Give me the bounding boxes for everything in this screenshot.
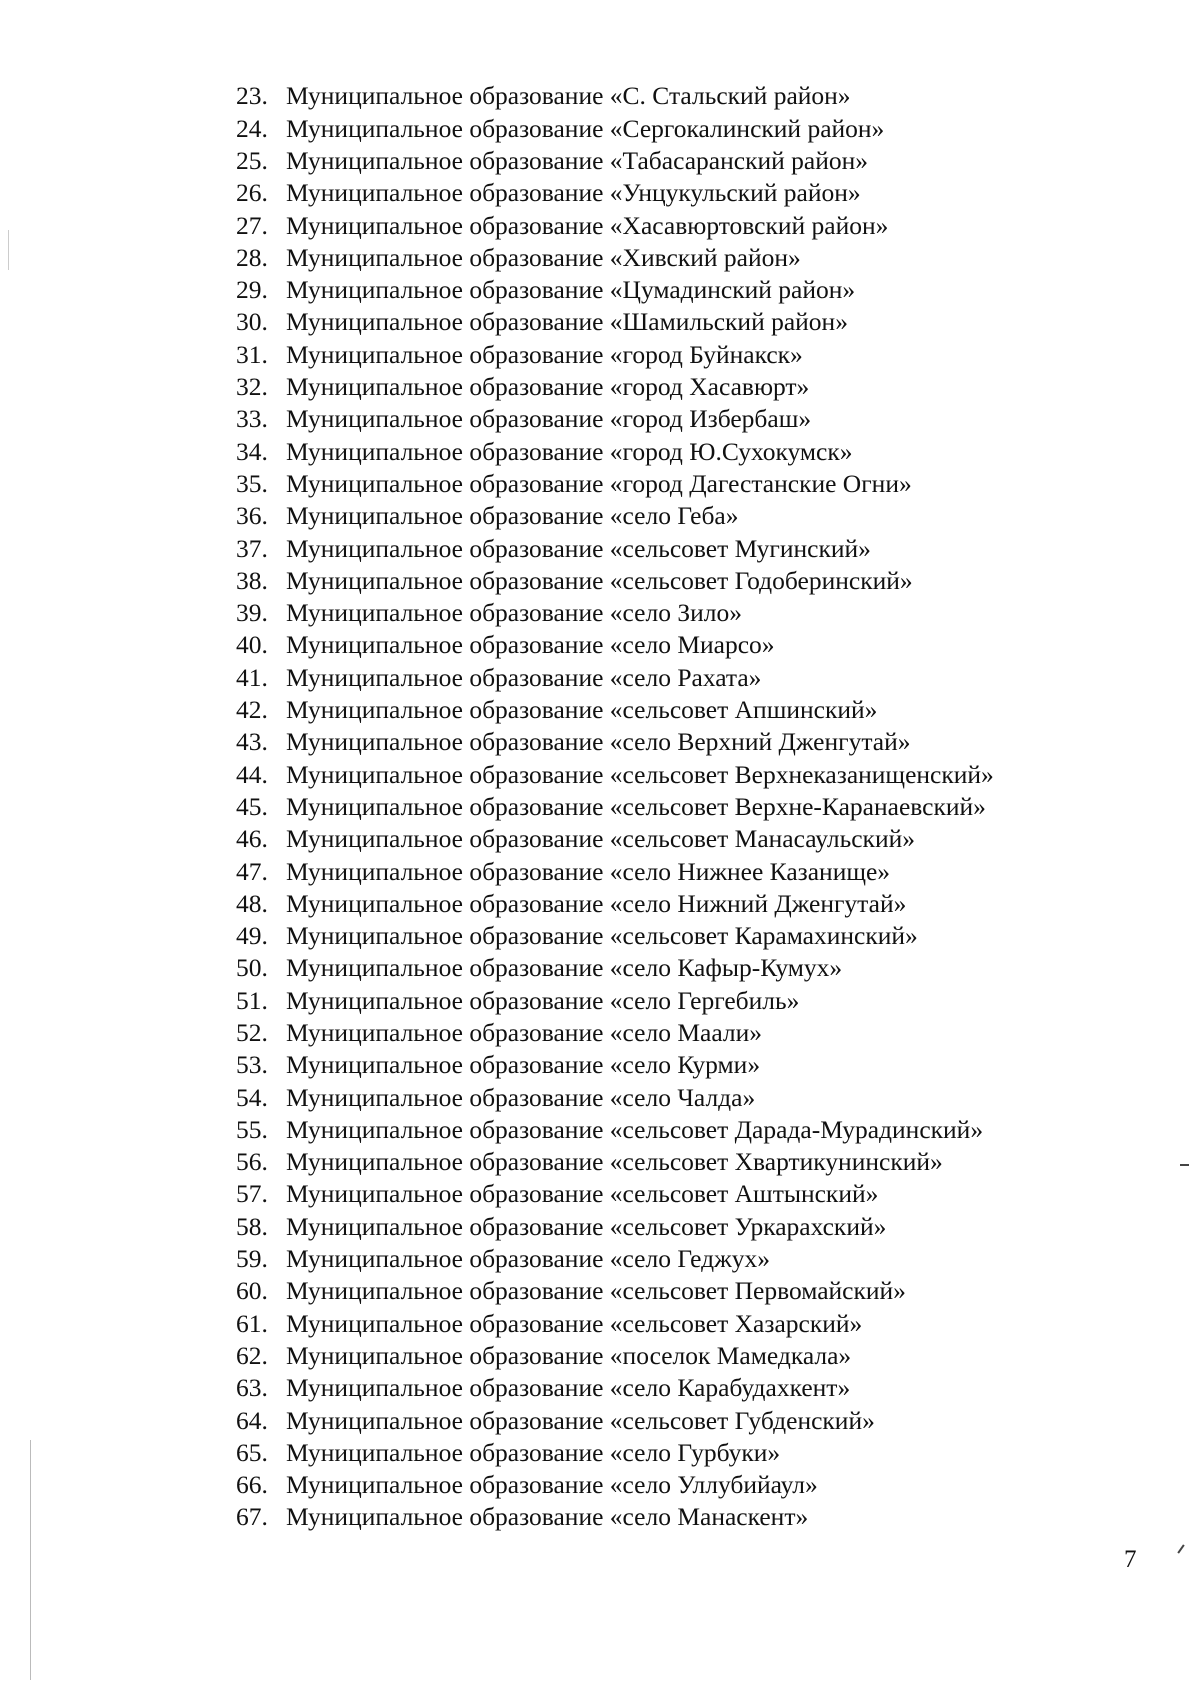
list-item-number: 62. bbox=[236, 1340, 268, 1370]
scan-margin-line bbox=[8, 230, 9, 270]
list-item-text: Муниципальное образование «село Геба» bbox=[286, 501, 739, 531]
list-item-text: Муниципальное образование «Цумадинский район» bbox=[286, 275, 856, 305]
list-item-text: Муниципальное образование «село Нижнее Казанище» bbox=[286, 856, 891, 886]
list-item-text: Муниципальное образование «сельсовет Уркарахский» bbox=[286, 1211, 887, 1241]
list-item bbox=[236, 241, 994, 273]
list-item bbox=[236, 1275, 994, 1307]
list-item-text: Муниципальное образование «Унцукульский район» bbox=[286, 178, 861, 208]
list-item-number: 52. bbox=[236, 1018, 268, 1047]
list-item-text: Муниципальное образование «сельсовет Губденский» bbox=[286, 1405, 875, 1435]
list-item-number: 24. bbox=[236, 113, 268, 143]
list-item bbox=[236, 984, 994, 1016]
scan-margin-line bbox=[30, 1440, 31, 1680]
list-item-text: Муниципальное образование «сельсовет Манасаульский» bbox=[286, 824, 915, 854]
list-item-number: 44. bbox=[236, 759, 268, 789]
list-item-text: Муниципальное образование «село Кафыр-Кумух» bbox=[286, 953, 843, 983]
list-item-number: 49. bbox=[236, 921, 268, 951]
list-item bbox=[236, 661, 994, 693]
list-item bbox=[236, 1178, 994, 1210]
list-item bbox=[236, 1243, 994, 1275]
list-item-text: Муниципальное образование «село Гурбуки» bbox=[286, 1437, 781, 1467]
list-item bbox=[236, 274, 994, 306]
list-item-number: 40. bbox=[236, 630, 268, 660]
list-item-number: 32. bbox=[236, 372, 268, 402]
list-item bbox=[236, 564, 994, 596]
list-item-number: 63. bbox=[236, 1373, 268, 1403]
list-item bbox=[236, 887, 994, 919]
list-item-text: Муниципальное образование «сельсовет Хвартикунинский» bbox=[286, 1147, 943, 1177]
list-item bbox=[236, 532, 994, 564]
list-item-number: 55. bbox=[236, 1114, 268, 1144]
list-item-text: Муниципальное образование «сельсовет Верхнеказанищенский» bbox=[286, 759, 994, 789]
list-item-text: Муниципальное образование «село Гергебиль» bbox=[286, 985, 800, 1015]
list-item-text: Муниципальное образование «Хасавюртовский район» bbox=[286, 210, 889, 240]
list-item-text: Муниципальное образование «сельсовет Годоберинский» bbox=[286, 565, 913, 595]
list-item-number: 47. bbox=[236, 856, 268, 886]
list-item-text: Муниципальное образование «город Ю.Сухокумск» bbox=[286, 436, 853, 466]
list-item-number: 53. bbox=[236, 1050, 268, 1080]
list-item-number: 27. bbox=[236, 210, 268, 240]
list-item bbox=[236, 500, 994, 532]
list-item-text: Муниципальное образование «сельсовет Первомайский» bbox=[286, 1276, 906, 1306]
list-item bbox=[236, 112, 994, 144]
list-item-text: Муниципальное образование «Шамильский район» bbox=[286, 307, 848, 337]
list-item-number: 66. bbox=[236, 1470, 268, 1500]
list-item-text: Муниципальное образование «село Карабудахкент» bbox=[286, 1373, 851, 1403]
list-item-number: 36. bbox=[236, 501, 268, 531]
list-item-text: Муниципальное образование «город Избербаш» bbox=[286, 404, 812, 434]
list-item-number: 35. bbox=[236, 468, 268, 498]
list-item-text: Муниципальное образование «село Уллубийаул» bbox=[286, 1470, 818, 1500]
list-item-number: 28. bbox=[236, 242, 268, 272]
list-item-number: 23. bbox=[236, 81, 268, 111]
list-item-text: Муниципальное образование «Сергокалинский район» bbox=[286, 113, 885, 143]
list-item bbox=[236, 338, 994, 370]
list-item bbox=[236, 629, 994, 661]
list-item-number: 50. bbox=[236, 953, 268, 983]
list-item-text: Муниципальное образование «сельсовет Дарада-Мурадинский» bbox=[286, 1114, 984, 1144]
page-number: 7 bbox=[1124, 1546, 1137, 1573]
municipality-list bbox=[236, 80, 994, 1533]
list-item-number: 25. bbox=[236, 145, 268, 175]
list-item-number: 42. bbox=[236, 695, 268, 725]
list-item-number: 65. bbox=[236, 1437, 268, 1467]
list-item-number: 31. bbox=[236, 339, 268, 369]
list-item-number: 26. bbox=[236, 178, 268, 208]
list-item-number: 59. bbox=[236, 1244, 268, 1274]
list-item bbox=[236, 145, 994, 177]
scan-mark bbox=[1180, 1164, 1189, 1166]
list-item-number: 48. bbox=[236, 888, 268, 918]
list-item-number: 43. bbox=[236, 727, 268, 757]
list-item bbox=[236, 1017, 994, 1049]
list-item-number: 29. bbox=[236, 275, 268, 305]
list-item bbox=[236, 371, 994, 403]
list-item-text: Муниципальное образование «сельсовет Верхне-Каранаевский» bbox=[286, 791, 986, 821]
list-item bbox=[236, 1469, 994, 1501]
list-item-text: Муниципальное образование «село Чалда» bbox=[286, 1082, 756, 1112]
list-item bbox=[236, 597, 994, 629]
list-item bbox=[236, 1210, 994, 1242]
list-item-text: Муниципальное образование «село Зило» bbox=[286, 598, 742, 628]
list-item-number: 60. bbox=[236, 1276, 268, 1306]
list-item bbox=[236, 1372, 994, 1404]
list-item-text: Муниципальное образование «сельсовет Аштынский» bbox=[286, 1179, 879, 1209]
list-item-text: Муниципальное образование «село Миарсо» bbox=[286, 630, 775, 660]
list-item bbox=[236, 1307, 994, 1339]
list-item-text: Муниципальное образование «Табасаранский район» bbox=[286, 145, 868, 175]
list-item bbox=[236, 1404, 994, 1436]
list-item-text: Муниципальное образование «С. Стальский район» bbox=[286, 81, 851, 111]
list-item bbox=[236, 694, 994, 726]
list-item bbox=[236, 403, 994, 435]
list-item bbox=[236, 1436, 994, 1468]
list-item-text: Муниципальное образование «село Геджух» bbox=[286, 1244, 770, 1274]
list-item bbox=[236, 952, 994, 984]
list-item bbox=[236, 1501, 994, 1533]
list-item bbox=[236, 726, 994, 758]
list-item-text: Муниципальное образование «сельсовет Мугинский» bbox=[286, 533, 871, 563]
list-item bbox=[236, 80, 994, 112]
list-item-text: Муниципальное образование «село Манаскент» bbox=[286, 1502, 809, 1532]
list-item-number: 46. bbox=[236, 824, 268, 854]
list-item-number: 30. bbox=[236, 307, 268, 337]
list-item bbox=[236, 435, 994, 467]
list-item-text: Муниципальное образование «город Хасавюрт» bbox=[286, 372, 810, 402]
list-item-number: 34. bbox=[236, 436, 268, 466]
list-item-number: 57. bbox=[236, 1179, 268, 1209]
list-item-number: 54. bbox=[236, 1082, 268, 1112]
list-item bbox=[236, 855, 994, 887]
list-item-number: 56. bbox=[236, 1147, 268, 1177]
list-item bbox=[236, 209, 994, 241]
list-item-text: Муниципальное образование «село Маали» bbox=[286, 1018, 762, 1047]
list-item bbox=[236, 1114, 994, 1146]
list-item-text: Муниципальное образование «село Верхний Дженгутай» bbox=[286, 727, 911, 757]
list-item-number: 67. bbox=[236, 1502, 268, 1532]
list-item bbox=[236, 468, 994, 500]
list-item-text: Муниципальное образование «сельсовет Хазарский» bbox=[286, 1308, 863, 1338]
list-item-text: Муниципальное образование «город Буйнакск» bbox=[286, 339, 803, 369]
list-item bbox=[236, 791, 994, 823]
scan-mark bbox=[1177, 1544, 1184, 1553]
list-item-text: Муниципальное образование «сельсовет Карамахинский» bbox=[286, 921, 918, 951]
list-item bbox=[236, 177, 994, 209]
list-item-text: Муниципальное образование «село Курми» bbox=[286, 1050, 761, 1080]
list-item bbox=[236, 920, 994, 952]
list-item-number: 64. bbox=[236, 1405, 268, 1435]
list-item bbox=[236, 306, 994, 338]
list-item-number: 41. bbox=[236, 662, 268, 692]
list-item-number: 37. bbox=[236, 533, 268, 563]
list-item bbox=[236, 758, 994, 790]
list-item-text: Муниципальное образование «поселок Мамедкала» bbox=[286, 1340, 852, 1370]
list-item-text: Муниципальное образование «село Нижний Дженгутай» bbox=[286, 888, 907, 918]
list-item bbox=[236, 1340, 994, 1372]
list-item bbox=[236, 823, 994, 855]
list-item-number: 58. bbox=[236, 1211, 268, 1241]
list-item-number: 33. bbox=[236, 404, 268, 434]
list-item-number: 38. bbox=[236, 565, 268, 595]
list-item bbox=[236, 1049, 994, 1081]
list-item bbox=[236, 1081, 994, 1113]
list-item-text: Муниципальное образование «сельсовет Апшинский» bbox=[286, 695, 878, 725]
list-item-text: Муниципальное образование «село Рахата» bbox=[286, 662, 762, 692]
list-item-text: Муниципальное образование «город Дагестанские Огни» bbox=[286, 468, 912, 498]
list-item-text: Муниципальное образование «Хивский район» bbox=[286, 242, 801, 272]
list-item bbox=[236, 1146, 994, 1178]
list-item-number: 61. bbox=[236, 1308, 268, 1338]
list-item-number: 45. bbox=[236, 791, 268, 821]
list-item-number: 51. bbox=[236, 985, 268, 1015]
list-item-number: 39. bbox=[236, 598, 268, 628]
